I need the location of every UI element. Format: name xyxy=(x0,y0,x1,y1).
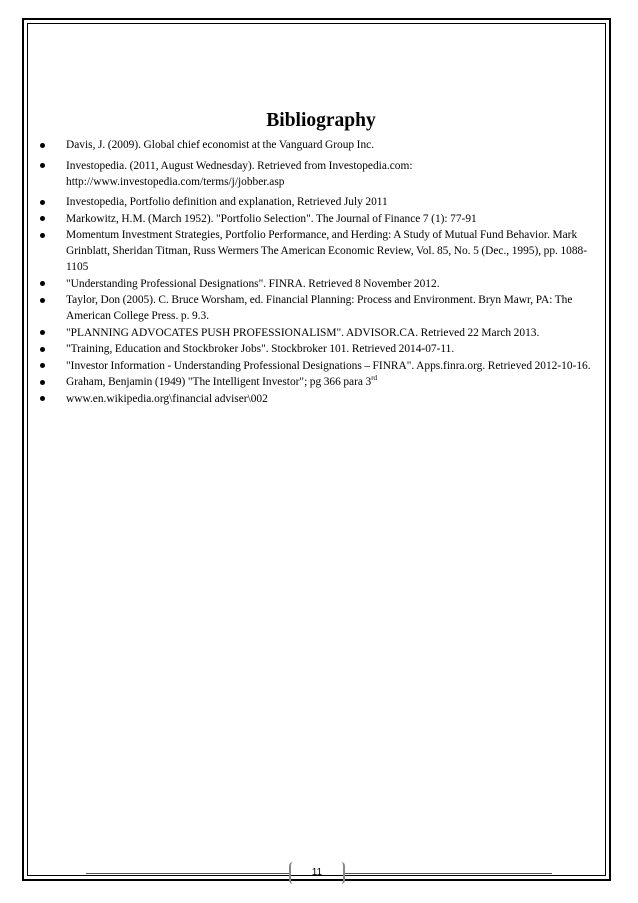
entry-text: Taylor, Don (2005). C. Bruce Worsham, ed. Financial Planning: Process and Environment. Bryn Mawr, PA: The American College Press. p. 9.3. xyxy=(66,294,573,322)
bibliography-entry xyxy=(38,194,606,210)
entry-text: Graham, Benjamin (1949) "The Intelligent Investor"; pg 366 para 3 xyxy=(66,376,372,388)
bibliography-entry xyxy=(38,211,606,227)
bibliography-entry xyxy=(38,276,606,292)
bibliography-list xyxy=(38,137,606,407)
superscript: rd xyxy=(371,374,378,382)
entry-text: Markowitz, H.M. (March 1952). "Portfolio Selection". The Journal of Finance 7 (1): 77-91 xyxy=(66,212,477,225)
entry-text: "PLANNING ADVOCATES PUSH PROFESSIONALISM". ADVISOR.CA. Retrieved 22 March 2013. xyxy=(66,326,540,339)
bibliography-entry xyxy=(38,325,606,341)
entry-text: "Understanding Professional Designations". FINRA. Retrieved 8 November 2012. xyxy=(66,277,440,290)
entry-text: Investopedia, Portfolio definition and explanation, Retrieved July 2011 xyxy=(66,196,388,208)
footer-rule-right xyxy=(345,873,552,874)
page-title: Bibliography xyxy=(266,110,376,131)
bibliography-entry xyxy=(38,227,606,275)
bibliography-entry xyxy=(38,358,606,374)
entry-text: www.en.wikipedia.org\financial adviser\002 xyxy=(66,392,268,405)
entry-text: "Training, Education and Stockbroker Jobs". Stockbroker 101. Retrieved 2014-07-11. xyxy=(66,343,455,355)
bibliography-entry xyxy=(38,292,606,324)
page-number: 11 xyxy=(289,862,345,884)
footer-rule-left xyxy=(86,873,289,874)
bibliography-entry xyxy=(38,341,606,357)
bibliography-entry xyxy=(38,391,606,407)
entry-text: Investopedia. (2011, August Wednesday). Retrieved from Investopedia.com: http://www.investopedia.com/terms/j/jobber.asp xyxy=(66,159,413,188)
bibliography-entry xyxy=(38,374,606,390)
entry-text: Momentum Investment Strategies, Portfolio Performance, and Herding: A Study of Mutual Fund Behavior. Mark Grinblatt, Sheridan Titman, Russ Wermers The American Economic Review, Vol. 85, No. 5 (Dec., 1995), pp. 1088-1105 xyxy=(66,229,588,273)
entry-text: "Investor Information - Understanding Professional Designations – FINRA". Apps.finra.org. Retrieved 2012-10-16. xyxy=(66,359,591,372)
bibliography-entry xyxy=(38,137,606,153)
entry-text: Davis, J. (2009). Global chief economist at the Vanguard Group Inc. xyxy=(66,139,375,151)
bibliography-entry xyxy=(38,158,606,190)
